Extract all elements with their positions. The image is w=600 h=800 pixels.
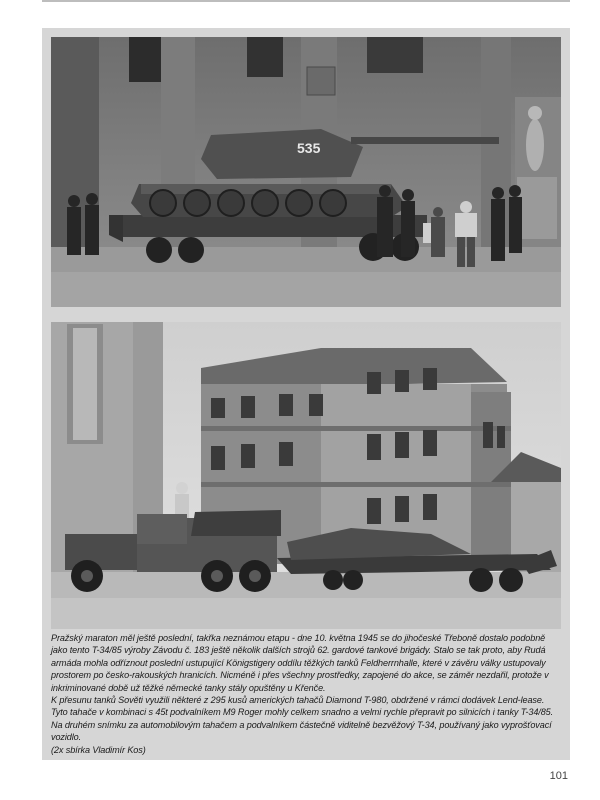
photo-caption: [51, 632, 563, 756]
caption-credit: (2x sbírka Vladimír Kos): [51, 744, 146, 755]
caption-paragraph-1: Pražský maraton měl ještě poslední, takřka neznámou etapu - dne 10. května 1945 se do jihočeské Třeboně dostalo podobně jako tento T-34/85 výroby Závodu č. 183 ještě několik dalších strojů 62. gardové tankové brigády. Stalo se tak proto, aby Rudá armáda mohla odříznout poslední ustupující Königstigery oddílu těžkých tanků Feldherrnhalle, které v závěru války ustupovaly prostorem po česko-rakouských hranicích. Nicméně i přes všechny prostředky, zapojené do akce, se záměr nezdařil, protože v inkriminované době už těžké německé tanky stály opuštěny u Křenče.: [51, 633, 549, 693]
tank-photo-image: [51, 37, 561, 307]
top-rule: [42, 0, 570, 2]
photo-panel: [42, 28, 570, 760]
caption-paragraph-2: K přesunu tanků Sověti využili některé z 295 kusů amerických tahačů Diamond T-980, obdržené v rámci dodávek Lend-lease. Tyto tahače v kombinaci s 45t podvalníkem M9 Roger mohly celkem snadno a velmi rychle přepravit po silnicích i tanky T-34/85. Na druhém snímku za automobilovým tahačem a podvalníkem částečně viditelně bezvěžový T-34, používaný jako vyprošťovací vozidlo.: [51, 695, 554, 743]
page-number: 101: [549, 770, 568, 782]
photo-tractor-and-trailer: [51, 322, 561, 629]
tractor-photo-image: [51, 322, 561, 629]
photo-tank-on-trailer: [51, 37, 561, 307]
tank-marking: 535: [297, 140, 321, 156]
